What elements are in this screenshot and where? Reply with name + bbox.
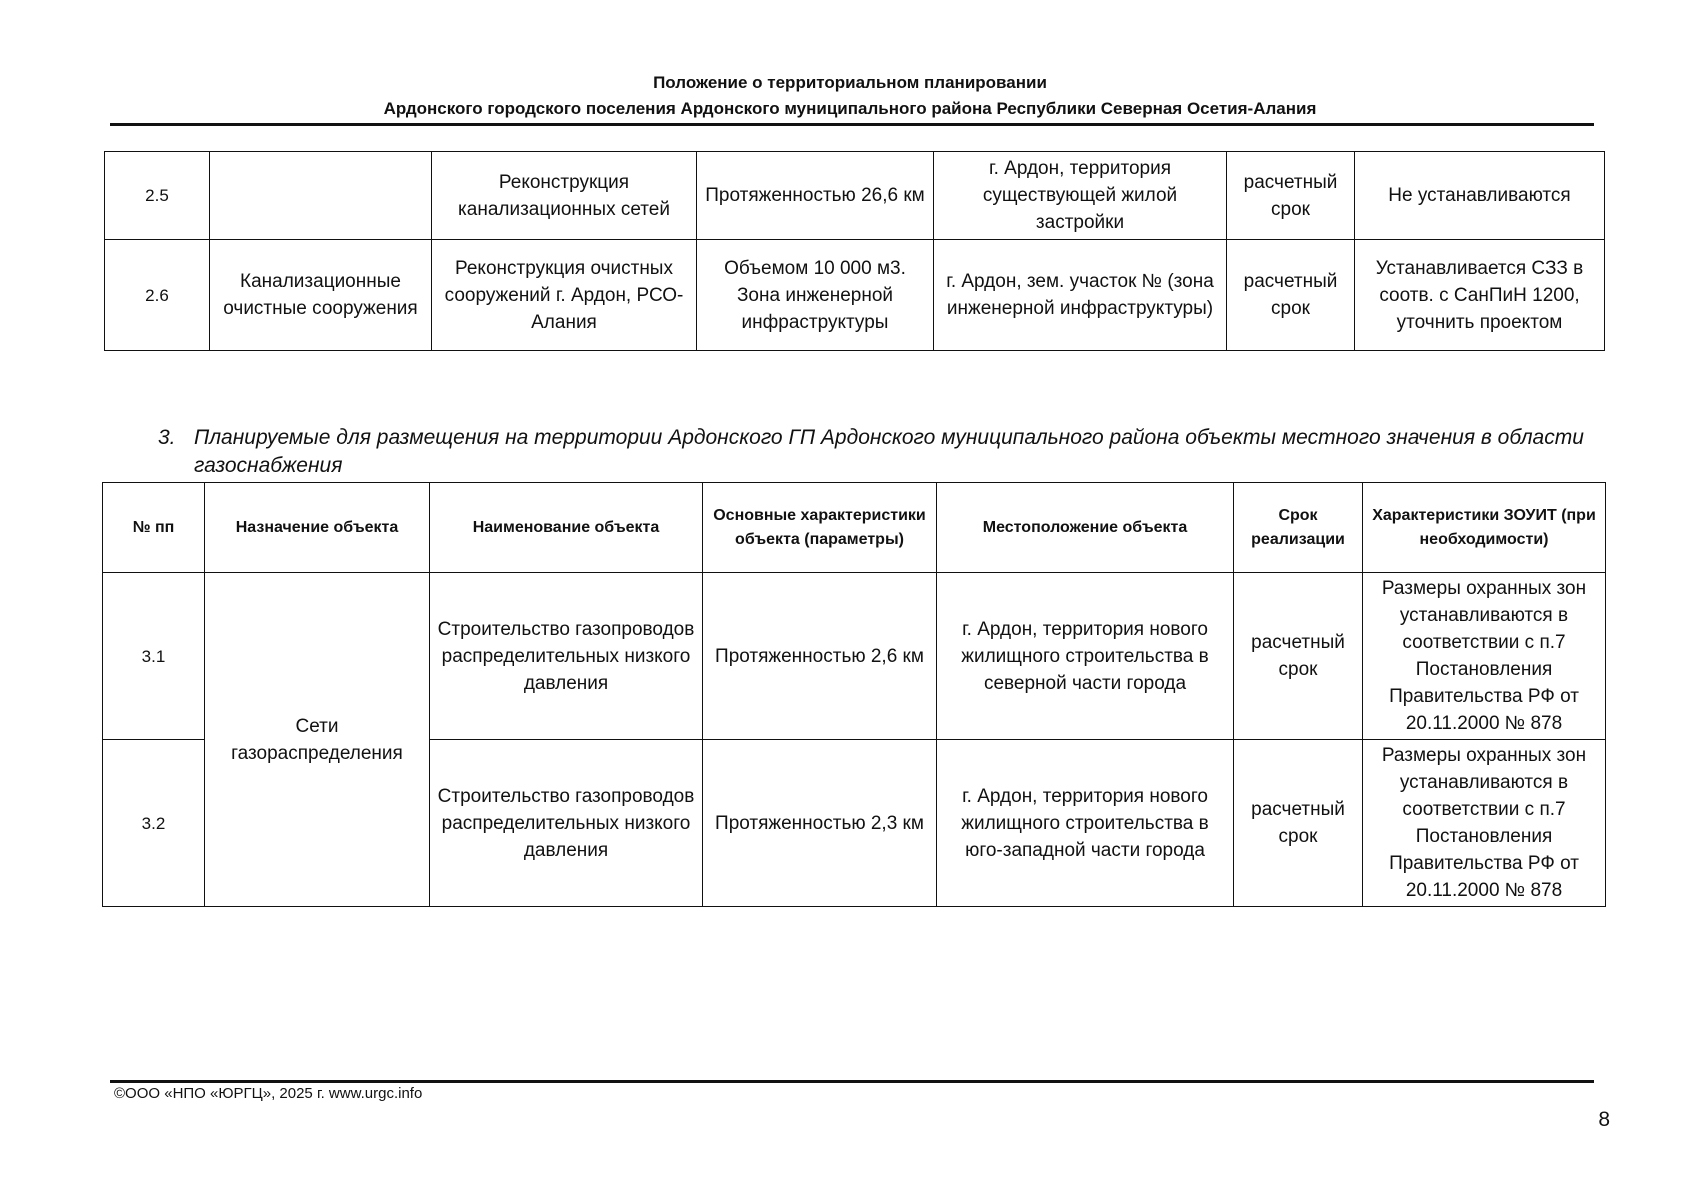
sewerage-table [104,151,1605,351]
section-title: Планируемые для размещения на территории Ардонского ГП Ардонского муниципального района объекты местного значения в области газоснабжения [194,426,1584,477]
object-purpose [210,152,432,240]
table-row [105,240,1605,351]
object-purpose: Канализационные очистные сооружения [210,240,432,351]
header-location: Местоположение объекта [937,483,1234,573]
row-number: 2.6 [105,240,210,351]
zouit-characteristics: Размеры охранных зон устанавливаются в соответствии с п.7 Постановления Правительства РФ от 20.11.2000 № 878 [1363,740,1606,907]
gas-supply-table [102,482,1606,907]
object-name: Строительство газопроводов распределительных низкого давления [430,740,703,907]
header-number: № пп [103,483,205,573]
implementation-term: расчетный срок [1227,240,1355,351]
zouit-characteristics: Не устанавливаются [1355,152,1605,240]
table-header-row [103,483,1606,573]
header-term: Срок реализации [1234,483,1363,573]
object-parameters: Протяженностью 26,6 км [697,152,934,240]
header-rule [110,123,1594,126]
object-location: г. Ардон, зем. участок № (зона инженерной инфраструктуры) [934,240,1227,351]
implementation-term: расчетный срок [1227,152,1355,240]
object-name: Реконструкция очистных сооружений г. Ардон, РСО-Алания [432,240,697,351]
zouit-characteristics: Размеры охранных зон устанавливаются в соответствии с п.7 Постановления Правительства РФ от 20.11.2000 № 878 [1363,573,1606,740]
row-number: 3.1 [103,573,205,740]
header-title-line1: Положение о территориальном планировании [653,73,1047,92]
object-name: Строительство газопроводов распределительных низкого давления [430,573,703,740]
header-zouit: Характеристики ЗОУИТ (при необходимости) [1363,483,1606,573]
section-heading [158,424,1598,480]
object-purpose: Сети газораспределения [205,573,430,907]
zouit-characteristics: Устанавливается СЗЗ в соотв. с СанПиН 1200, уточнить проектом [1355,240,1605,351]
header-parameters: Основные характеристики объекта (параметры) [703,483,937,573]
page-number: 8 [1598,1108,1610,1131]
footer-rule [110,1080,1594,1083]
row-number: 2.5 [105,152,210,240]
row-number: 3.2 [103,740,205,907]
table-row [105,152,1605,240]
table-row [103,573,1606,740]
header-title-line2: Ардонского городского поселения Ардонского муниципального района Республики Северная Осетия-Алания [383,99,1317,118]
header-purpose: Назначение объекта [205,483,430,573]
object-location: г. Ардон, территория существующей жилой застройки [934,152,1227,240]
header-name: Наименование объекта [430,483,703,573]
implementation-term: расчетный срок [1234,573,1363,740]
object-name: Реконструкция канализационных сетей [432,152,697,240]
object-parameters: Объемом 10 000 м3. Зона инженерной инфраструктуры [697,240,934,351]
section-number: 3. [158,426,176,449]
implementation-term: расчетный срок [1234,740,1363,907]
object-location: г. Ардон, территория нового жилищного строительства в юго-западной части города [937,740,1234,907]
object-parameters: Протяженностью 2,6 км [703,573,937,740]
object-parameters: Протяженностью 2,3 км [703,740,937,907]
footer-copyright: ©ООО «НПО «ЮРГЦ», 2025 г. www.urgc.info [114,1085,423,1102]
object-location: г. Ардон, территория нового жилищного строительства в северной части города [937,573,1234,740]
